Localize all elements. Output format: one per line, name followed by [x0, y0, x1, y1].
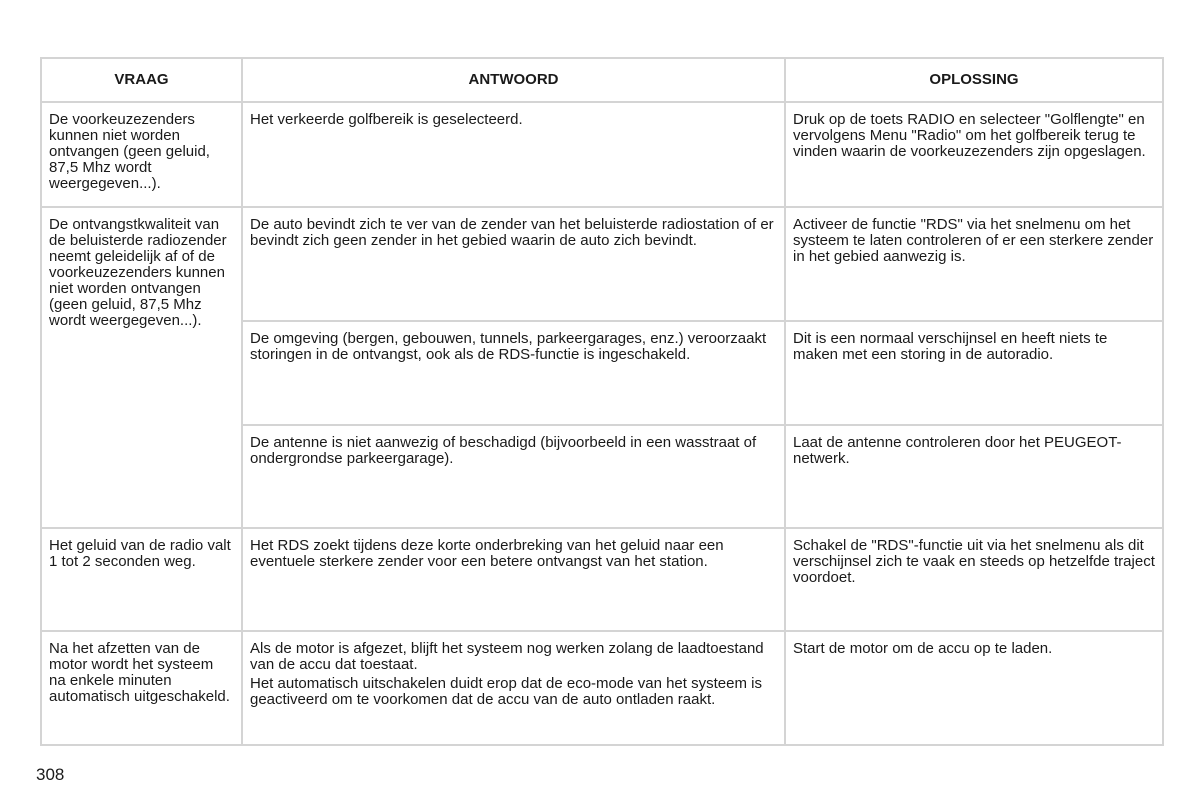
answer-text: Als de motor is afgezet, blijft het systeem nog werken zolang de laadtoestand van de accu dat toestaat.	[250, 640, 764, 673]
table-row	[42, 103, 1162, 206]
solution-cell: Laat de antenne controleren door het PEUGEOT-netwerk.	[786, 426, 1162, 527]
table-row	[42, 529, 1162, 630]
solution-cell: Schakel de "RDS"-functie uit via het snelmenu als dit verschijnsel zich te vaak en steeds op hetzelfde traject voordoet.	[786, 529, 1162, 630]
question-cell: Na het afzetten van de motor wordt het systeem na enkele minuten automatisch uitgeschakeld.	[42, 632, 241, 744]
question-cell: De ontvangstkwaliteit van de beluisterde radiozender neemt geleidelijk af of de voorkeuzezenders kunnen niet worden ontvangen (geen geluid, 87,5 Mhz wordt weergegeven...).	[42, 208, 241, 527]
answer-text: Het verkeerde golfbereik is geselecteerd.	[250, 111, 523, 128]
answer-text: De omgeving (bergen, gebouwen, tunnels, parkeergarages, enz.) veroorzaakt storingen in de ontvangst, ook als de RDS-functie is ingeschakeld.	[250, 330, 767, 363]
header-solution: OPLOSSING	[786, 59, 1162, 101]
answer-text: Het automatisch uitschakelen duidt erop dat de eco-mode van het systeem is geactiveerd om te voorkomen dat de accu van de auto ontladen raakt.	[250, 675, 762, 708]
answer-text: De auto bevindt zich te ver van de zender van het beluisterde radiostation of er bevindt zich geen zender in het gebied waarin de auto zich bevindt.	[250, 216, 774, 249]
question-cell: Het geluid van de radio valt 1 tot 2 seconden weg.	[42, 529, 241, 630]
answer-cell	[243, 529, 784, 630]
answer-cell	[243, 632, 784, 744]
header-question: VRAAG	[42, 59, 241, 101]
answer-cell	[243, 208, 784, 320]
header-row	[42, 59, 1162, 101]
answer-cell	[243, 426, 784, 527]
question-cell: De voorkeuzezenders kunnen niet worden ontvangen (geen geluid, 87,5 Mhz wordt weergegeven...).	[42, 103, 241, 206]
solution-cell: Activeer de functie "RDS" via het snelmenu om het systeem te laten controleren of er een sterkere zender in het gebied aanwezig is.	[786, 208, 1162, 320]
table-row	[42, 632, 1162, 744]
solution-cell: Start de motor om de accu op te laden.	[786, 632, 1162, 744]
table-row	[42, 208, 1162, 320]
answer-cell	[243, 322, 784, 424]
solution-cell: Druk op de toets RADIO en selecteer "Golflengte" en vervolgens Menu "Radio" om het golfbereik terug te vinden waarin de voorkeuzezenders zijn opgeslagen.	[786, 103, 1162, 206]
answer-text: De antenne is niet aanwezig of beschadigd (bijvoorbeeld in een wasstraat of ondergrondse parkeergarage).	[250, 434, 757, 467]
page-number: 308	[36, 765, 65, 784]
answer-cell	[243, 103, 784, 206]
solution-cell: Dit is een normaal verschijnsel en heeft niets te maken met een storing in de autoradio.	[786, 322, 1162, 424]
troubleshooting-table	[40, 57, 1164, 746]
header-answer: ANTWOORD	[243, 59, 784, 101]
answer-text: Het RDS zoekt tijdens deze korte onderbreking van het geluid naar een eventuele sterkere zender voor een betere ontvangst van het station.	[250, 537, 724, 570]
